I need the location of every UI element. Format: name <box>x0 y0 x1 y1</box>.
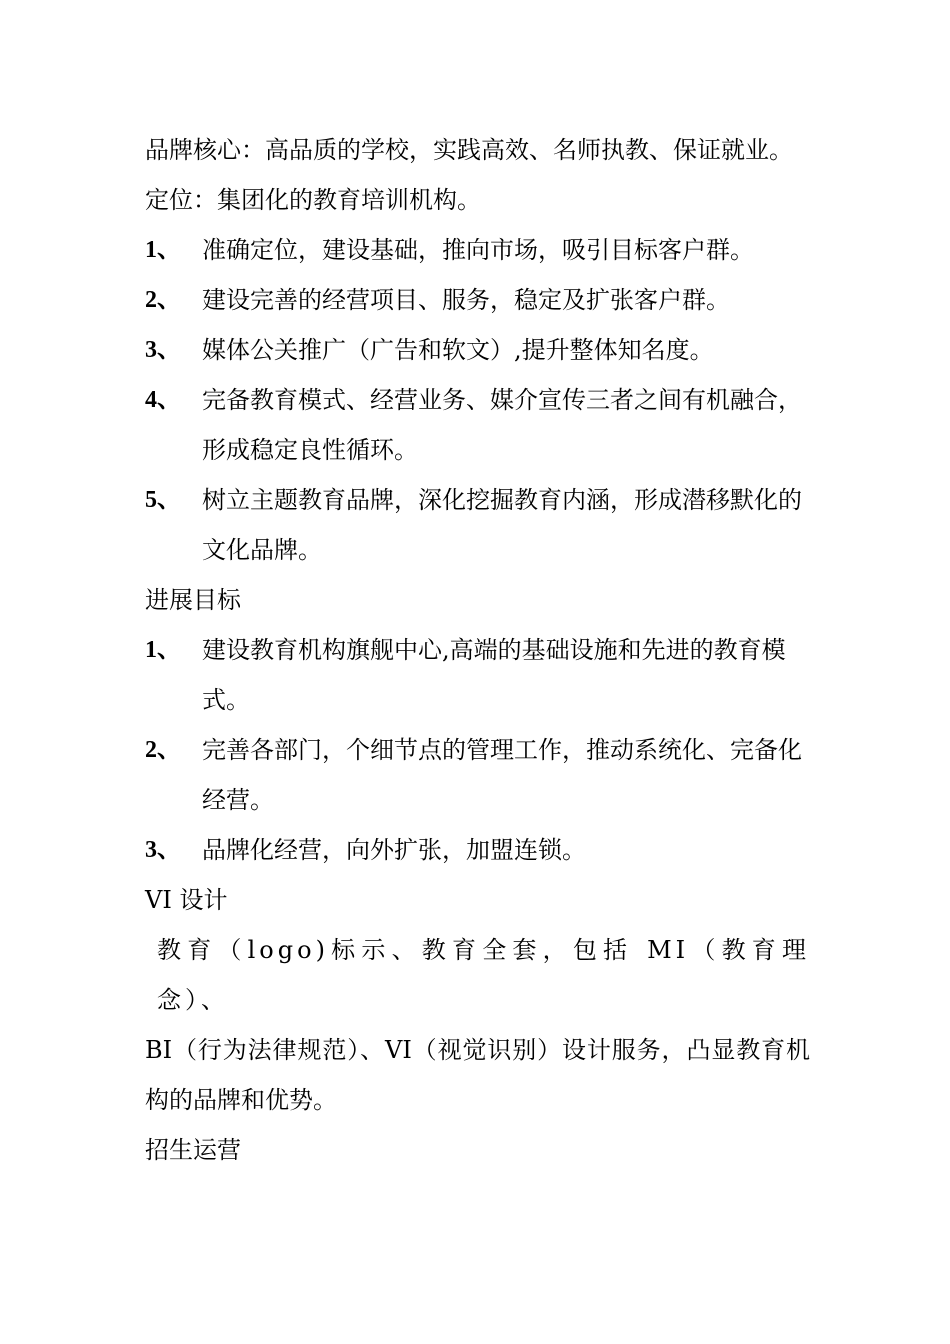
list-item <box>145 825 810 875</box>
list-number: 1、 <box>145 637 181 663</box>
list-text: 完备教育模式、经营业务、媒介宣传三者之间有机融合，形成稳定良性循环。 <box>202 386 802 464</box>
list-item <box>145 725 810 825</box>
list-item <box>145 375 810 475</box>
vi-body-first-line: 教育（logo)标示、教育全套，包括 MI（教育理念）、 <box>157 936 810 1014</box>
list-text: 媒体公关推广（广告和软文）,提升整体知名度。 <box>202 336 714 364</box>
list-text: 树立主题教育品牌，深化挖掘教育内涵，形成潜移默化的文化品牌。 <box>202 486 802 564</box>
list-text: 准确定位，建设基础，推向市场，吸引目标客户群。 <box>202 236 754 264</box>
positioning-paragraph: 定位：集团化的教育培训机构。 <box>145 186 481 214</box>
list-item <box>145 625 810 725</box>
list-item <box>145 475 810 575</box>
vi-heading: VI 设计 <box>145 886 228 914</box>
list-item <box>145 275 810 325</box>
list-number: 5、 <box>145 487 181 513</box>
list-number: 4、 <box>145 387 181 413</box>
list-number: 2、 <box>145 287 181 313</box>
list-text: 完善各部门，个细节点的管理工作，推动系统化、完备化经营。 <box>202 736 802 814</box>
list-text: 建设完善的经营项目、服务，稳定及扩张客户群。 <box>202 286 730 314</box>
list-number: 3、 <box>145 337 181 363</box>
list-item <box>145 225 810 275</box>
brand-core-paragraph: 品牌核心：高品质的学校，实践高效、名师执教、保证就业。 <box>145 136 793 164</box>
document-page <box>145 125 810 1175</box>
list-number: 3、 <box>145 837 181 863</box>
list-item <box>145 325 810 375</box>
goals-heading: 进展目标 <box>145 586 241 614</box>
list-text: 品牌化经营，向外扩张，加盟连锁。 <box>202 836 586 864</box>
list-text: 建设教育机构旗舰中心,高端的基础设施和先进的教育模式。 <box>202 636 786 714</box>
list-number: 2、 <box>145 737 181 763</box>
recruit-heading: 招生运营 <box>145 1136 241 1164</box>
vi-body-rest: BI（行为法律规范）、VI（视觉识别）设计服务，凸显教育机构的品牌和优势。 <box>145 1036 810 1114</box>
list-number: 1、 <box>145 237 181 263</box>
